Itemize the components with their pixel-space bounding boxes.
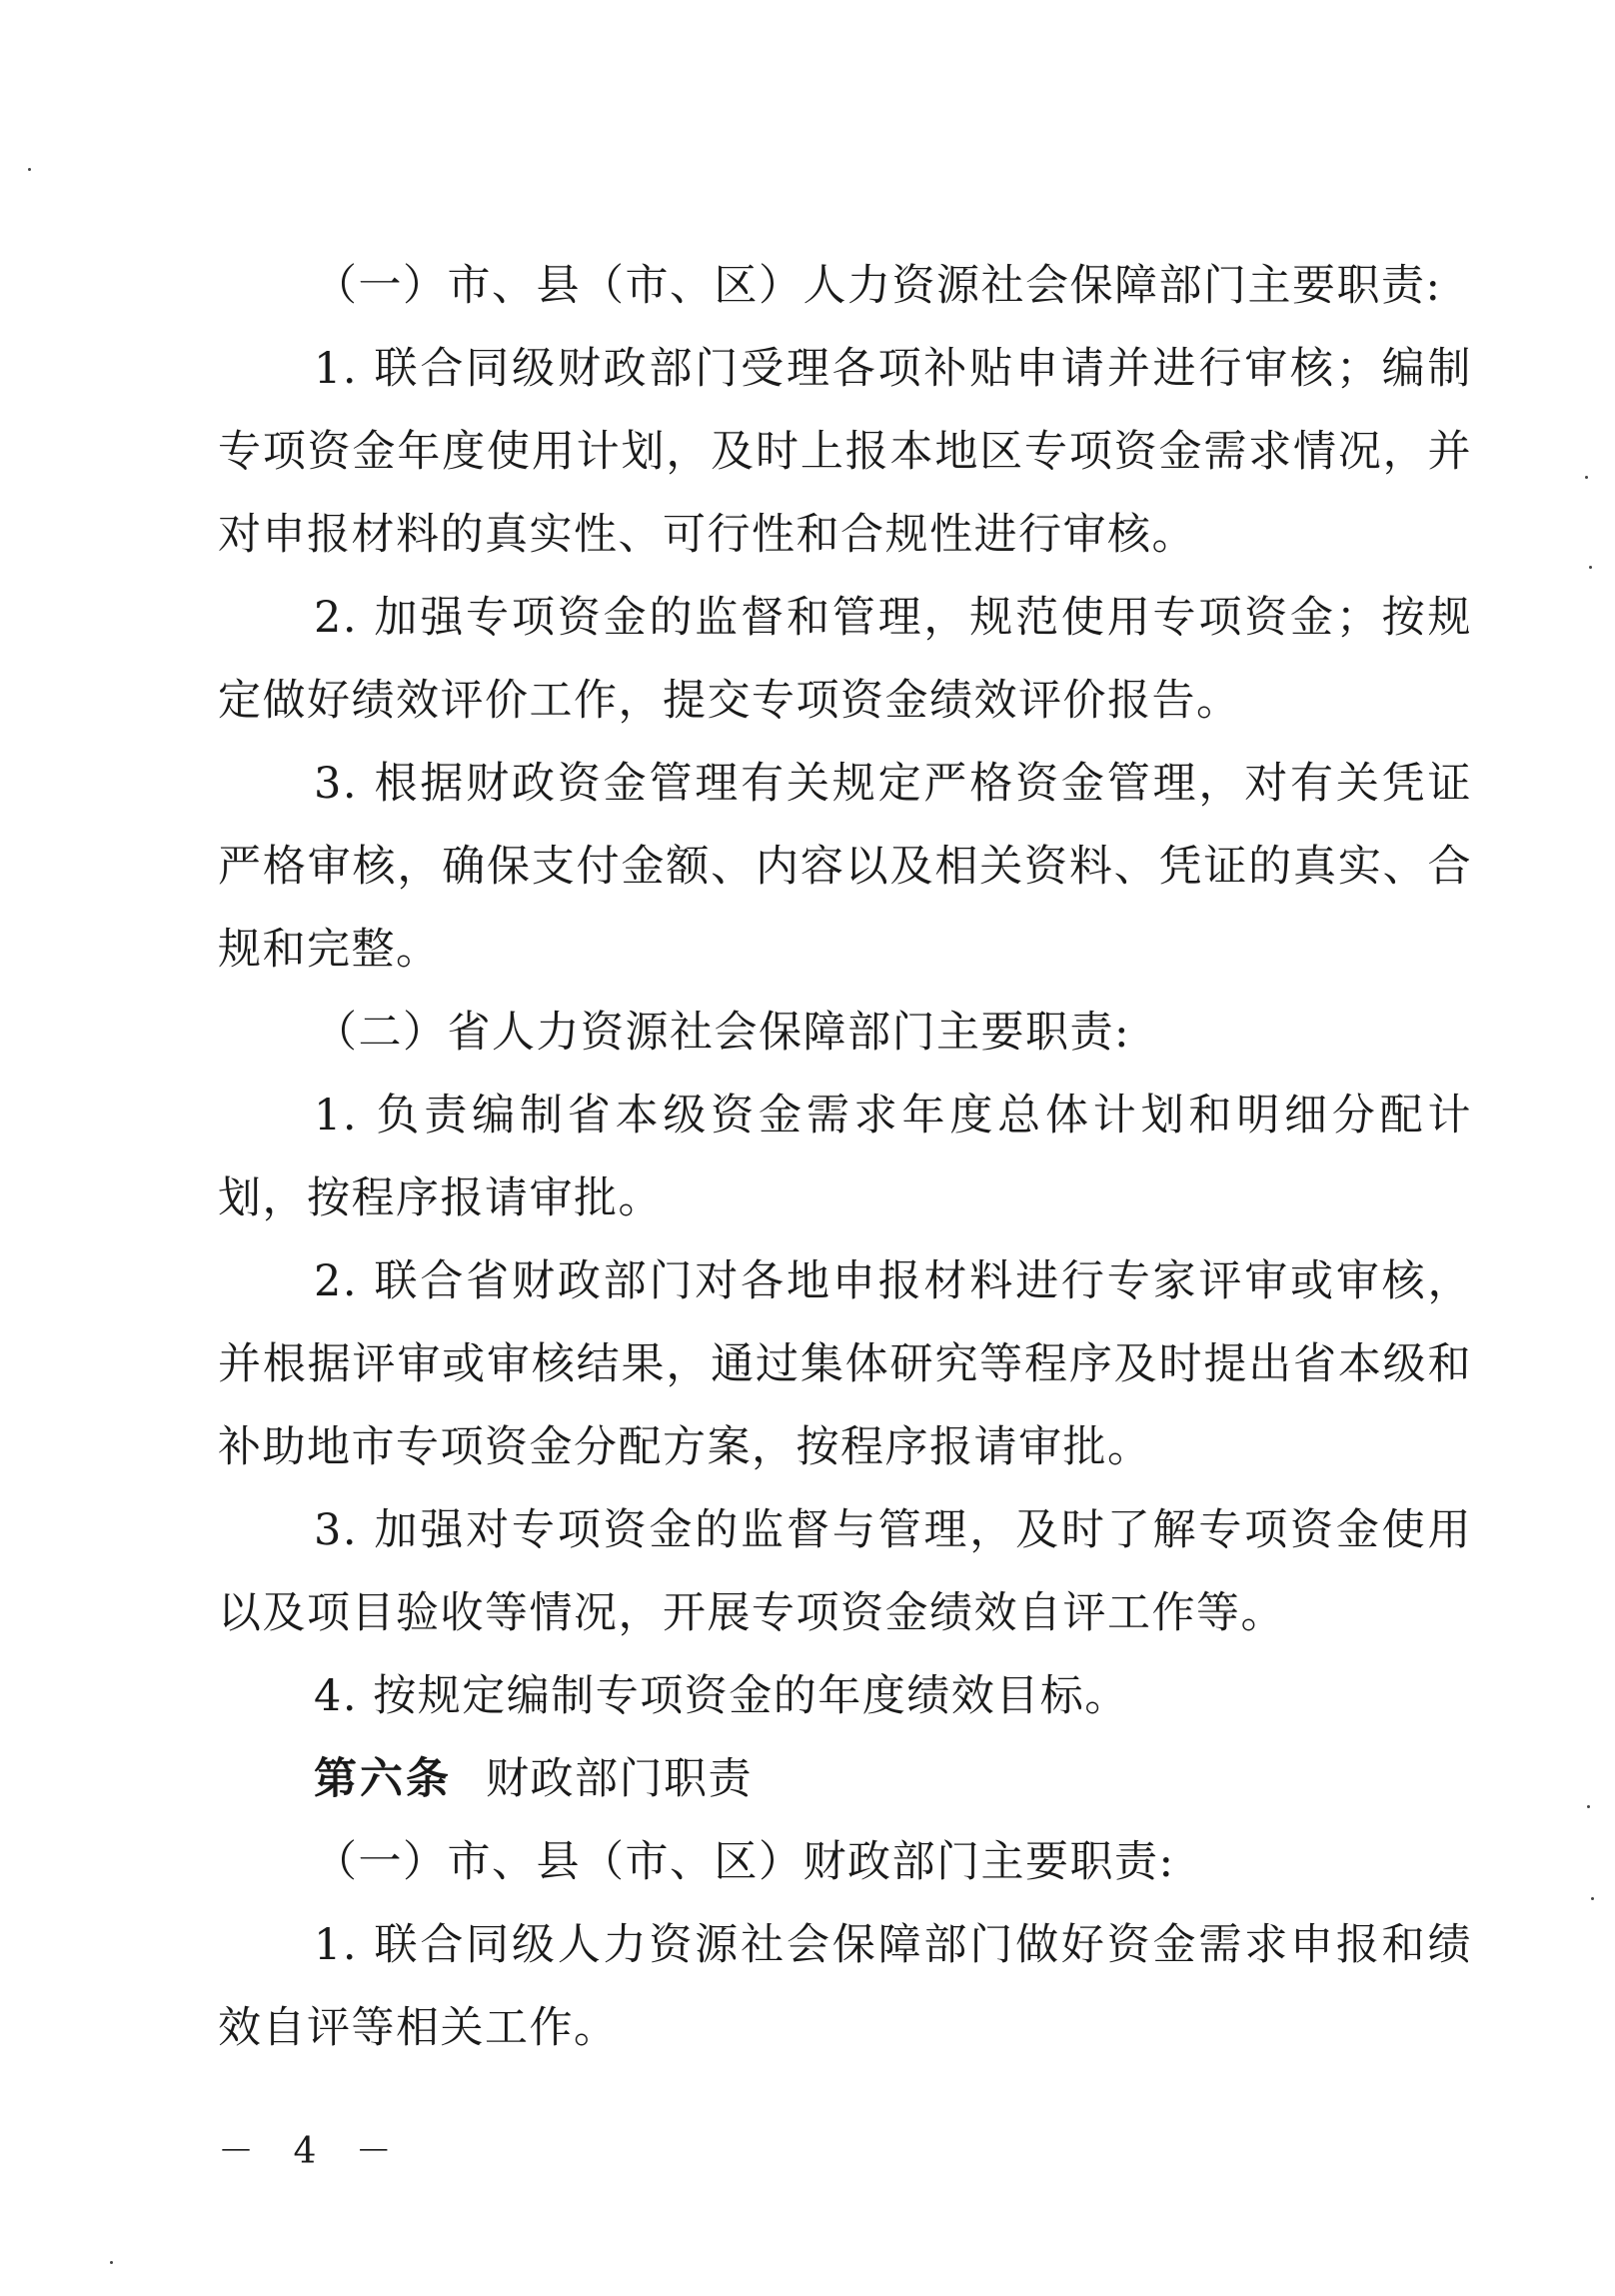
paragraph-item-3: 3. 根据财政资金管理有关规定严格资金管理，对有关凭证严格审核，确保支付金额、内容以及相关资料、凭证的真实、合规和完整。 <box>218 759 1472 975</box>
section-heading-municipal-finance: （一）市、县（市、区）财政部门主要职责: <box>314 1837 1175 1887</box>
scan-speck <box>1591 1897 1594 1900</box>
paragraph-item-7: 4. 按规定编制专项资金的年度绩效目标。 <box>314 1671 1129 1721</box>
scan-speck <box>110 2261 113 2264</box>
section-heading-provincial-hr: （二）省人力资源社会保障部门主要职责: <box>314 1008 1130 1058</box>
page-number: － 4 － <box>218 2131 406 2172</box>
article-heading <box>218 1738 1472 1821</box>
scan-speck <box>1587 1805 1590 1808</box>
article-number: 第六条 <box>314 1754 452 1804</box>
paragraph-item-1: 1. 联合同级财政部门受理各项补贴申请并进行审核；编制专项资金年度使用计划，及时上报本地区专项资金需求情况，并对申报材料的真实性、可行性和合规性进行审核。 <box>218 344 1472 560</box>
article-title: 财政部门职责 <box>486 1754 753 1804</box>
document-body <box>218 245 1472 2070</box>
section-heading-municipal-hr: （一）市、县（市、区）人力资源社会保障部门主要职责: <box>314 261 1442 311</box>
paragraph-item-5: 2. 联合省财政部门对各地申报材料进行专家评审或审核，并根据评审或审核结果，通过集体研究等程序及时提出省本级和补助地市专项资金分配方案，按程序报请审批。 <box>218 1256 1472 1472</box>
scan-speck <box>28 168 31 171</box>
paragraph-item-2: 2. 加强专项资金的监督和管理，规范使用专项资金；按规定做好绩效评价工作，提交专项资金绩效评价报告。 <box>218 593 1472 726</box>
paragraph-item-6: 3. 加强对专项资金的监督与管理，及时了解专项资金使用以及项目验收等情况，开展专项资金绩效自评工作等。 <box>218 1505 1472 1638</box>
scan-speck <box>1585 476 1588 479</box>
scan-speck <box>1589 566 1592 569</box>
paragraph-item-4: 1. 负责编制省本级资金需求年度总体计划和明细分配计划，按程序报请审批。 <box>218 1091 1472 1223</box>
paragraph-item-8: 1. 联合同级人力资源社会保障部门做好资金需求申报和绩效自评等相关工作。 <box>218 1920 1472 2053</box>
